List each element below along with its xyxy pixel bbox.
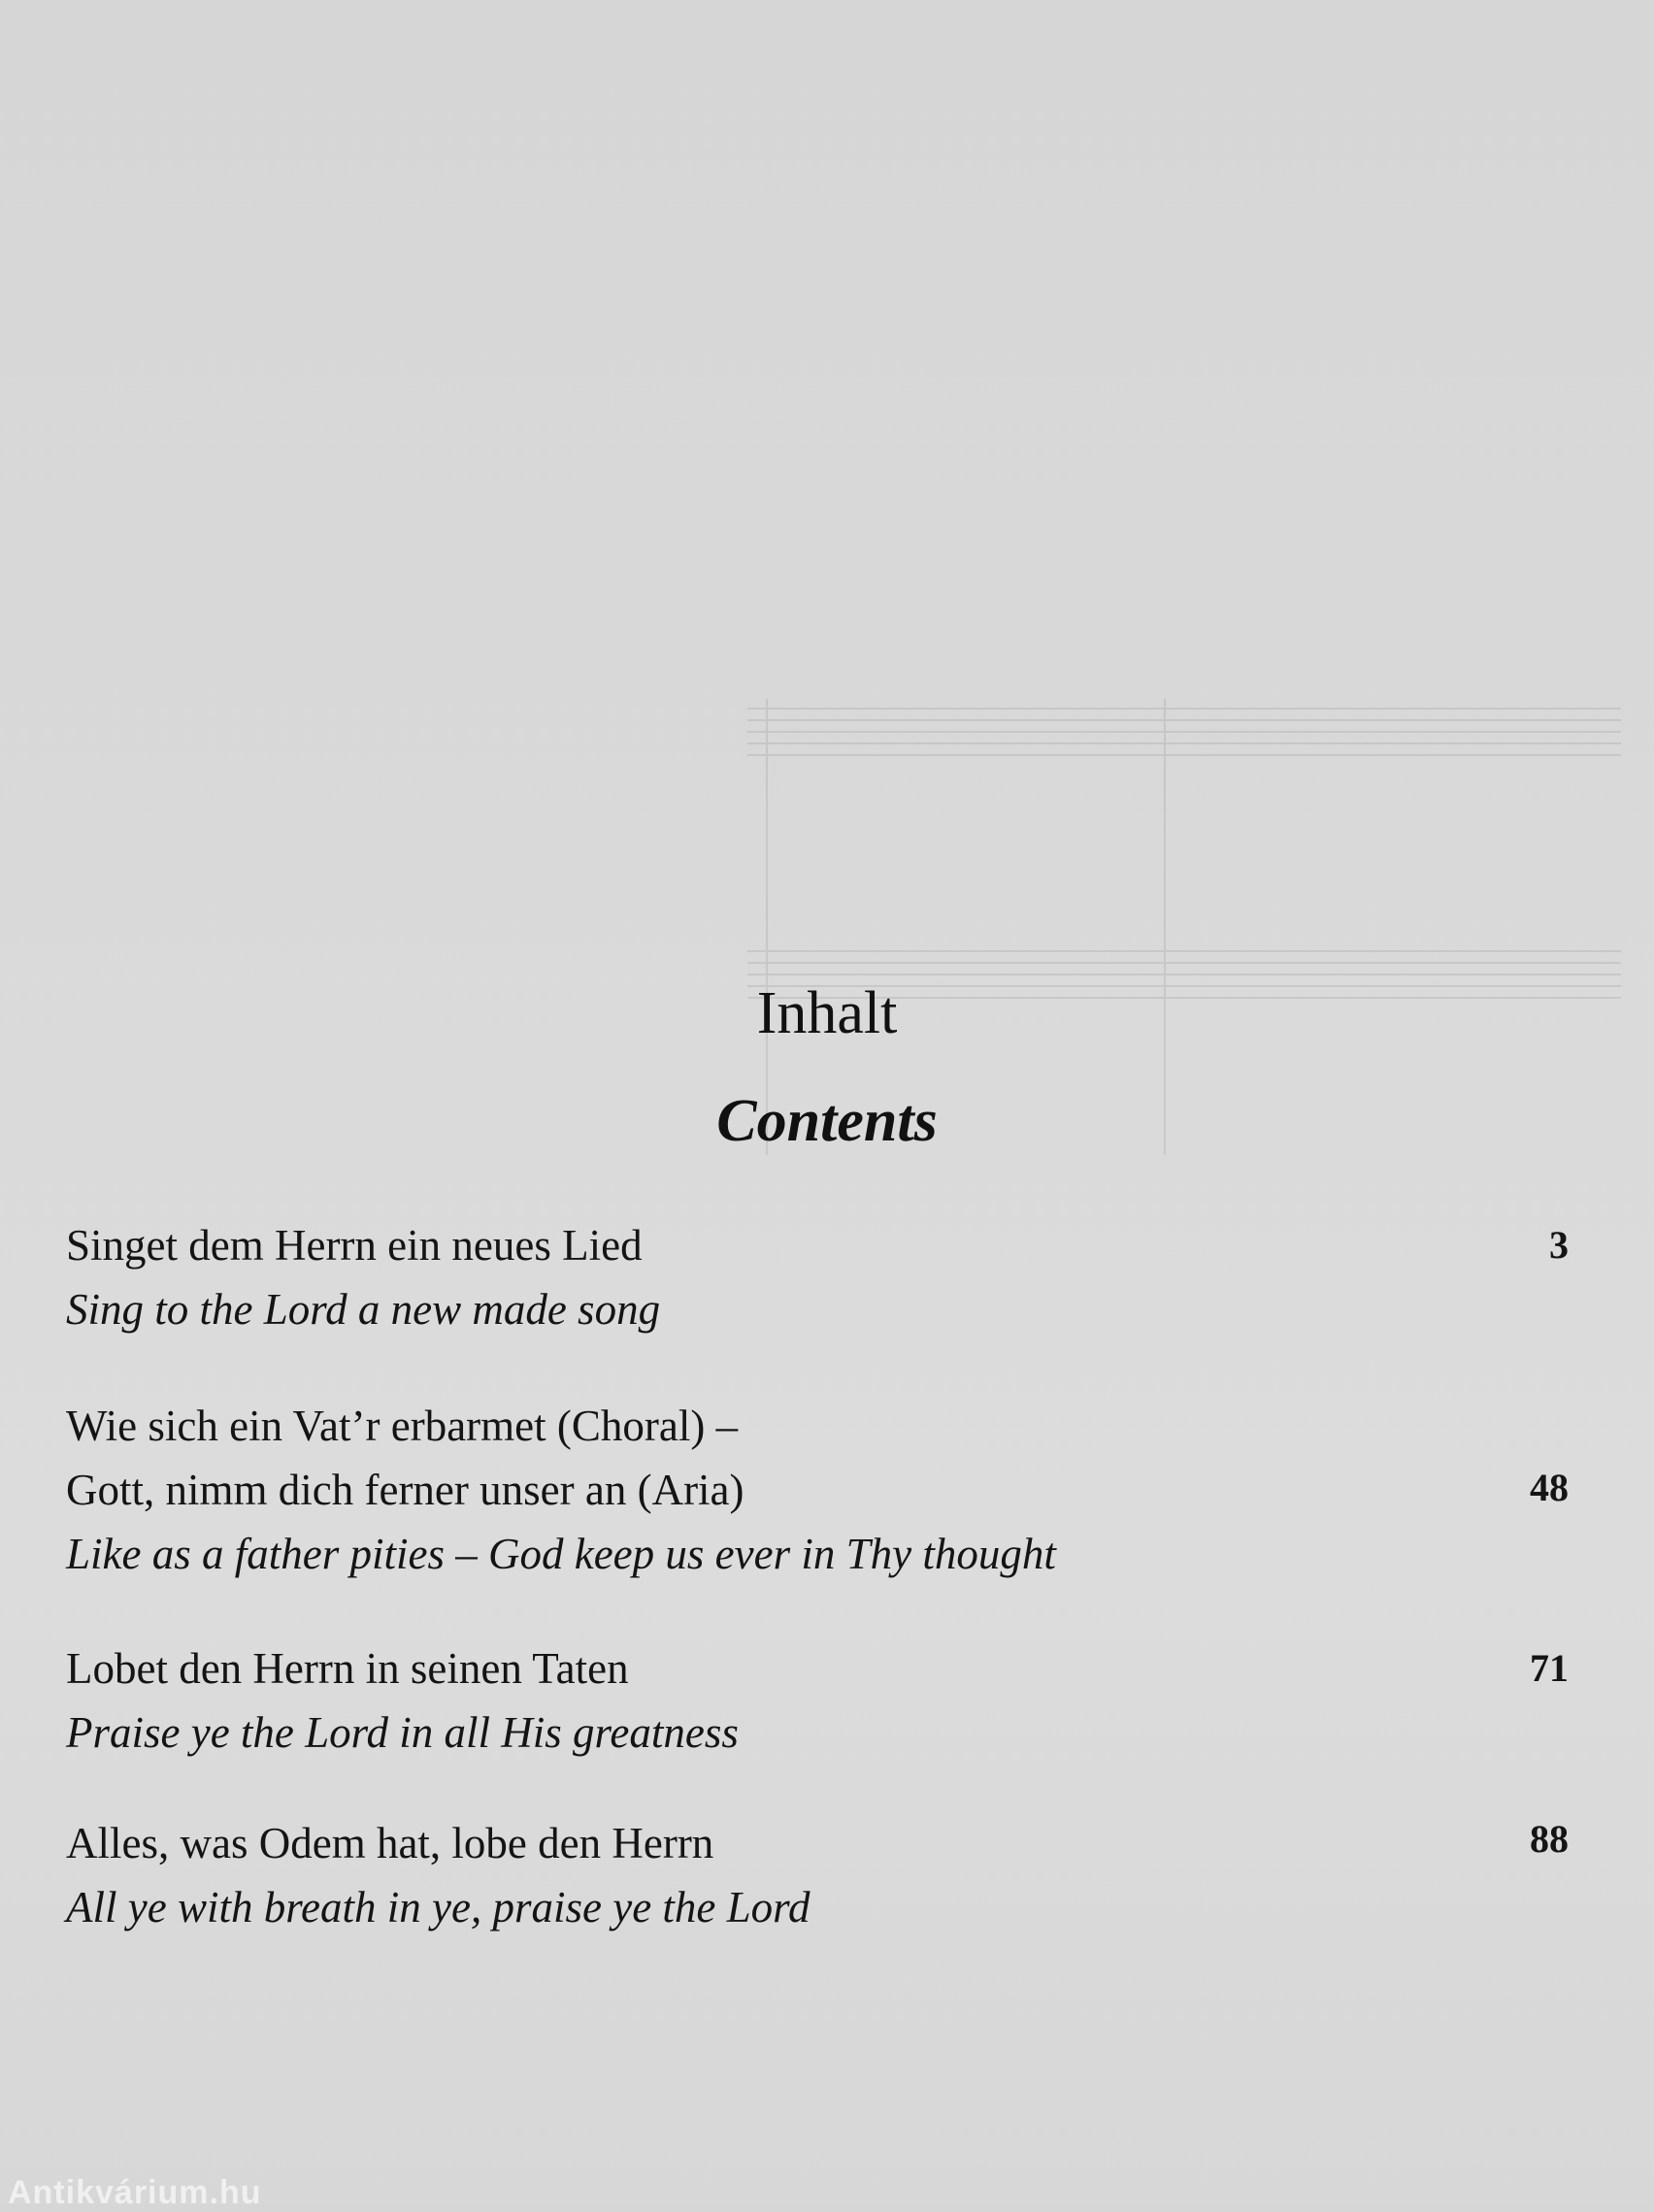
entry-page-number: 3 (1549, 1223, 1569, 1267)
entry-english-title: Praise ye the Lord in all His greatness (66, 1708, 739, 1757)
entry-page-number: 71 (1530, 1646, 1569, 1690)
toc-entry[interactable] (66, 1394, 1580, 1586)
entry-german-title: Gott, nimm dich ferner unser an (Aria) (66, 1466, 744, 1514)
watermark-text: Antikvárium.hu (8, 2174, 262, 2211)
contents-heading-german: Inhalt (756, 980, 898, 1046)
entry-german-title: Alles, was Odem hat, lobe den Herrn (66, 1819, 714, 1867)
entry-german-title: Lobet den Herrn in seinen Taten (66, 1644, 629, 1693)
entry-page-number: 88 (1530, 1817, 1569, 1861)
toc-entry[interactable] (66, 1213, 1580, 1341)
entry-german-title: Wie sich ein Vat’r erbarmet (Choral) – (66, 1402, 739, 1450)
entry-german-title: Singet dem Herrn ein neues Lied (66, 1221, 643, 1270)
entry-english-title: Sing to the Lord a new made song (66, 1285, 661, 1334)
toc-entry[interactable] (66, 1636, 1580, 1765)
contents-heading-english: Contents (716, 1088, 938, 1154)
entry-english-title: Like as a father pities – God keep us ever in Thy thought (66, 1530, 1056, 1578)
entry-english-title: All ye with breath in ye, praise ye the Lord (66, 1883, 810, 1931)
entry-page-number: 48 (1530, 1466, 1569, 1509)
toc-entry[interactable] (66, 1811, 1580, 1939)
